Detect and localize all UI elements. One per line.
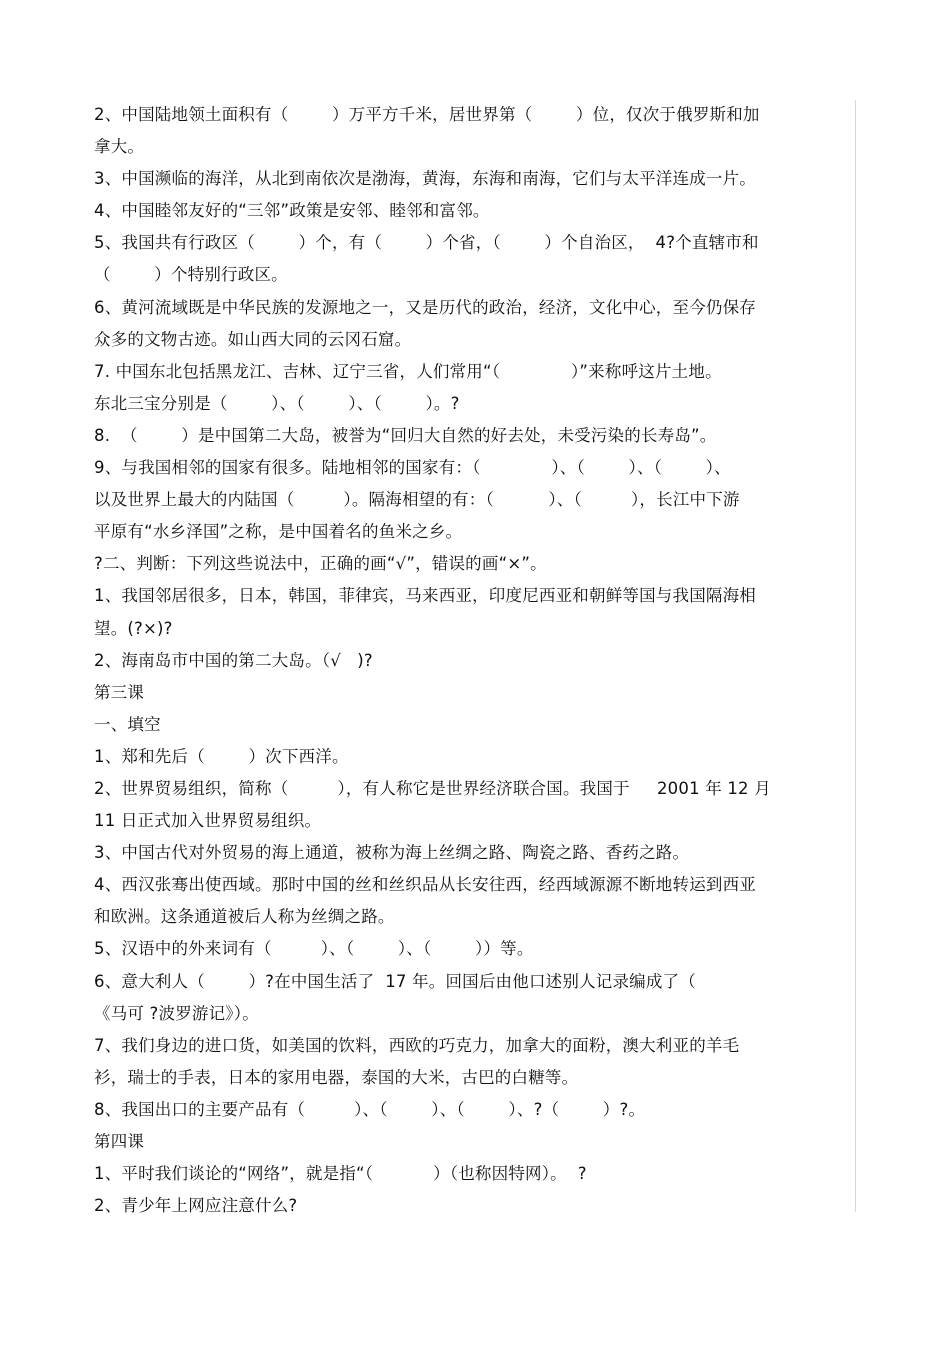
text-line: （ ）个特别行政区。 [94, 265, 288, 285]
text-line: 11 日正式加入世界贸易组织。 [94, 811, 322, 831]
text-line: 5、汉语中的外来词有（ ）、（ ）、（ ））等。 [94, 939, 534, 959]
text-line: 拿大。 [94, 137, 145, 157]
document-body [94, 99, 850, 1222]
lesson-heading: 第三课 [94, 682, 145, 702]
text-line: 5、我国共有行政区（ ）个，有（ ）个省，（ ）个自治区， 4?个直辖市和 [94, 233, 759, 253]
text-line: 9、与我国相邻的国家有很多。陆地相邻的国家有：（ ）、（ ）、（ ）、 [94, 458, 731, 478]
text-line: 6、黄河流域既是中华民族的发源地之一，又是历代的政治，经济，文化中心，至今仍保存 [94, 297, 756, 317]
text-line: 2、青少年上网应注意什么? [94, 1196, 298, 1216]
text-line: 3、中国古代对外贸易的海上通道，被称为海上丝绸之路、陶瓷之路、香药之路。 [94, 843, 690, 863]
text-line: 2、海南岛市中国的第二大岛。（√ )? [94, 650, 373, 670]
text-line: 6、意大利人（ ）?在中国生活了 17 年。回国后由他口述别人记录编成了（ [94, 971, 696, 991]
text-line: 8. （ ）是中国第二大岛，被誉为“回归大自然的好去处，未受污染的长寿岛”。 [94, 425, 717, 445]
text-line: 东北三宝分别是（ ）、（ ）、（ ）。? [94, 393, 460, 413]
lesson-heading: 第四课 [94, 1132, 145, 1151]
text-line: 2、中国陆地领土面积有（ ）万平方千米，居世界第（ ）位，仅次于俄罗斯和加 [94, 105, 760, 124]
text-line: 2、世界贸易组织，简称（ ），有人称它是世界经济联合国。我国于 2001 年 12 月 [94, 778, 771, 798]
text-line: 以及世界上最大的内陆国（ ）。隔海相望的有：（ ）、（ ），长江中下游 [94, 490, 740, 510]
text-line: 4、中国睦邻友好的“三邻”政策是安邻、睦邻和富邻。 [94, 201, 490, 221]
text-line: 7、我们身边的进口货，如美国的饮料，西欧的巧克力，加拿大的面粉，澳大利亚的羊毛 [94, 1035, 740, 1055]
text-line: 1、平时我们谈论的“网络”，就是指“（ ）（也称因特网）。 ? [94, 1164, 587, 1184]
text-line: 众多的文物古迹。如山西大同的云冈石窟。 [94, 329, 412, 349]
section-heading: ?二、判断：下列这些说法中，正确的画“√”，错误的画“×”。 [94, 554, 547, 574]
text-line: 1、郑和先后（ ）次下西洋。 [94, 746, 349, 766]
text-line: 4、西汉张骞出使西域。那时中国的丝和丝织品从长安往西，经西域源源不断地转运到西亚 [94, 875, 756, 895]
text-line: 8、我国出口的主要产品有（ ）、（ ）、（ ）、?（ ）?。 [94, 1099, 646, 1119]
text-line: 7. 中国东北包括黑龙江、吉林、辽宁三省，人们常用“（ ）”来称呼这片土地。 [94, 361, 722, 381]
text-line: 和欧洲。这条通道被后人称为丝绸之路。 [94, 907, 395, 927]
text-line: 平原有“水乡泽国”之称，是中国着名的鱼米之乡。 [94, 522, 463, 542]
section-heading: 一、填空 [94, 714, 161, 734]
text-line: 衫，瑞士的手表，日本的家用电器，泰国的大米，古巴的白糖等。 [94, 1067, 579, 1087]
text-line: 《马可 ?波罗游记》）。 [94, 1003, 259, 1023]
text-line: 3、中国濒临的海洋，从北到南依次是渤海，黄海，东海和南海，它们与太平洋连成一片。 [94, 169, 756, 189]
right-margin-rule [855, 100, 856, 1212]
text-line: 1、我国邻居很多，日本，韩国，菲律宾，马来西亚，印度尼西亚和朝鲜等国与我国隔海相 [94, 586, 756, 606]
text-line: 望。(?×)? [94, 618, 173, 638]
